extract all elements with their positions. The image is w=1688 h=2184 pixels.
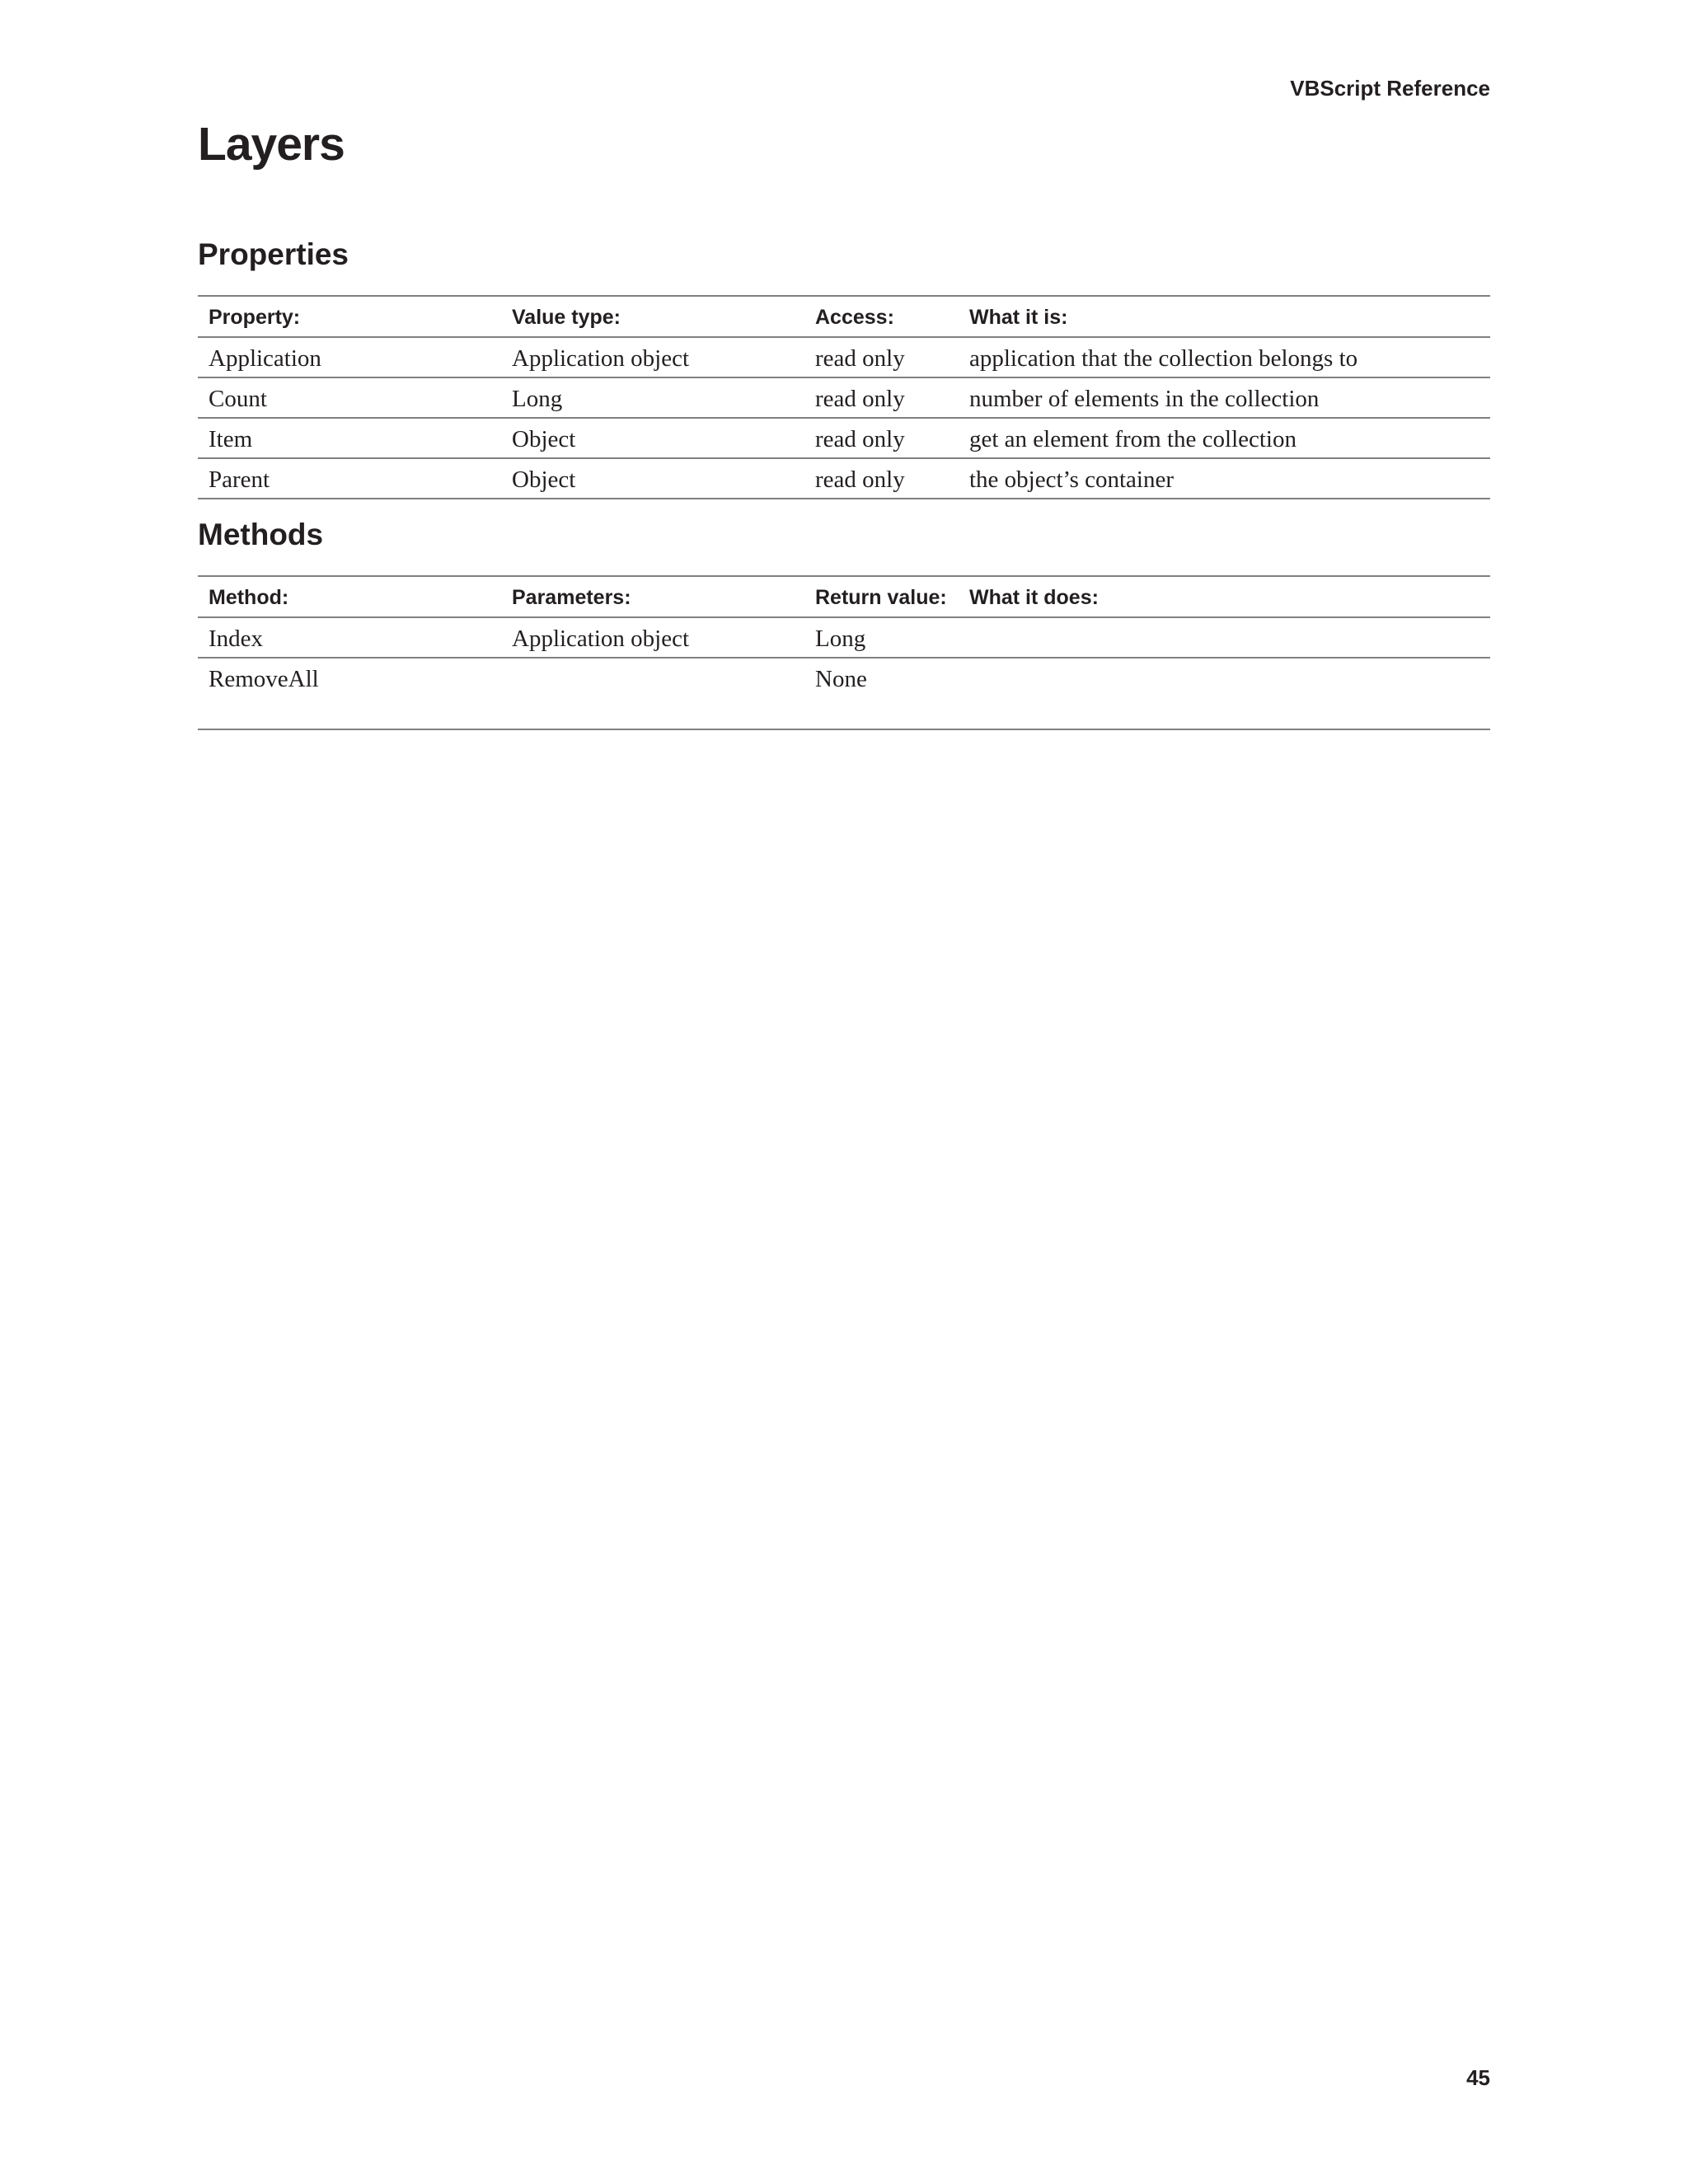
column-header-access: Access: <box>804 296 959 337</box>
table-header-row <box>198 296 1490 337</box>
column-header-method: Method: <box>198 576 501 617</box>
column-header-what-it-does: What it does: <box>959 576 1490 617</box>
method-name: Index <box>198 617 501 658</box>
property-description: the object’s container <box>959 458 1490 499</box>
method-return-value: Long <box>804 617 959 658</box>
method-parameters: Application object <box>501 617 804 658</box>
properties-table <box>198 295 1490 499</box>
property-value-type: Application object <box>501 337 804 377</box>
property-name: Parent <box>198 458 501 499</box>
property-description: number of elements in the collection <box>959 377 1490 418</box>
property-name: Application <box>198 337 501 377</box>
method-parameters <box>501 658 804 729</box>
table-header-row <box>198 576 1490 617</box>
property-name: Item <box>198 418 501 458</box>
page-number: 45 <box>1466 2065 1490 2090</box>
property-access: read only <box>804 377 959 418</box>
property-description: get an element from the collection <box>959 418 1490 458</box>
property-value-type: Object <box>501 458 804 499</box>
page-title: Layers <box>198 118 345 171</box>
table-row <box>198 617 1490 658</box>
property-access: read only <box>804 418 959 458</box>
table-row <box>198 418 1490 458</box>
table-row <box>198 377 1490 418</box>
table-row <box>198 658 1490 729</box>
column-header-property: Property: <box>198 296 501 337</box>
property-name: Count <box>198 377 501 418</box>
properties-heading: Properties <box>198 237 349 271</box>
method-name: RemoveAll <box>198 658 501 729</box>
column-header-value-type: Value type: <box>501 296 804 337</box>
property-access: read only <box>804 337 959 377</box>
methods-table <box>198 575 1490 730</box>
property-access: read only <box>804 458 959 499</box>
table-row <box>198 337 1490 377</box>
property-description: application that the collection belongs to <box>959 337 1490 377</box>
property-value-type: Object <box>501 418 804 458</box>
methods-heading: Methods <box>198 518 324 551</box>
method-return-value: None <box>804 658 959 729</box>
property-value-type: Long <box>501 377 804 418</box>
column-header-parameters: Parameters: <box>501 576 804 617</box>
column-header-what-it-is: What it is: <box>959 296 1490 337</box>
table-row <box>198 458 1490 499</box>
method-description <box>959 658 1490 729</box>
method-description <box>959 617 1490 658</box>
column-header-return-value: Return value: <box>804 576 959 617</box>
running-head: VBScript Reference <box>1290 76 1490 101</box>
